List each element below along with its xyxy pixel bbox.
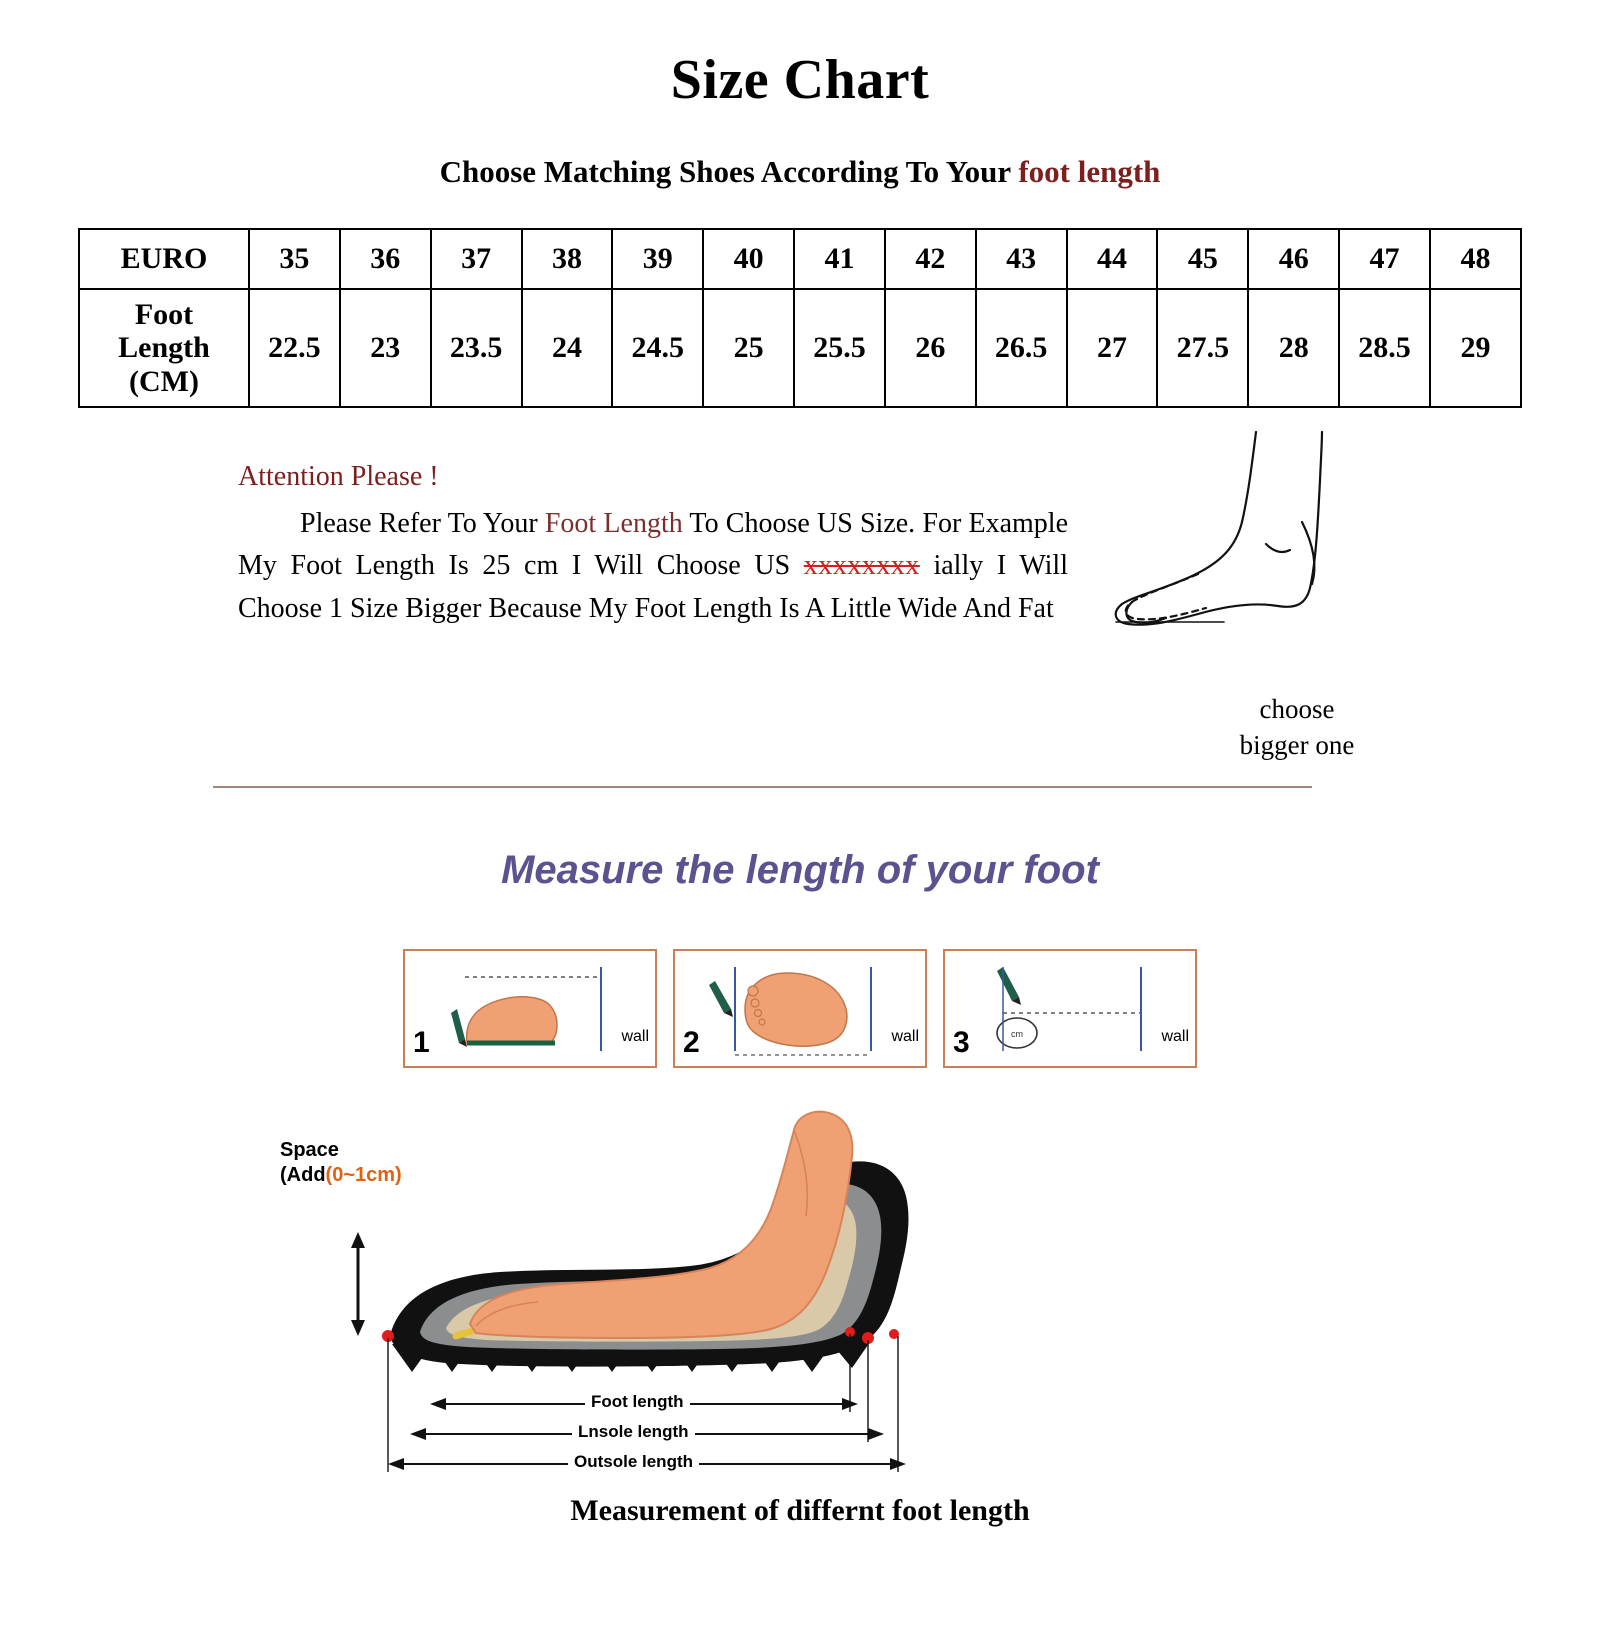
euro-cell: 44 — [1067, 229, 1158, 289]
euro-cell: 47 — [1339, 229, 1430, 289]
euro-cell: 35 — [249, 229, 340, 289]
foot-label-line3: (CM) — [129, 364, 199, 398]
step-1-illustration — [405, 951, 655, 1066]
step-number: 2 — [683, 1026, 700, 1059]
space-label-line1: Space — [280, 1139, 339, 1161]
measure-heading: Measure the length of your foot — [501, 848, 1099, 892]
dimension-outsole-length: Outsole length — [568, 1452, 699, 1472]
attention-body — [238, 503, 1068, 631]
table-row-euro — [79, 229, 1521, 289]
foot-length-cell: 27.5 — [1157, 289, 1248, 407]
foot-length-cell: 24 — [522, 289, 613, 407]
step-number: 1 — [413, 1026, 430, 1059]
measure-step-1 — [403, 949, 657, 1068]
foot-length-cell: 24.5 — [612, 289, 703, 407]
euro-cell: 45 — [1157, 229, 1248, 289]
euro-cell: 41 — [794, 229, 885, 289]
euro-cell: 42 — [885, 229, 976, 289]
foot-length-cell: 25.5 — [794, 289, 885, 407]
wall-label: wall — [621, 1028, 649, 1045]
choose-bigger-line1: choose — [1259, 694, 1335, 724]
wall-label: wall — [1161, 1028, 1189, 1045]
diagram-caption: Measurement of differnt foot length — [570, 1494, 1030, 1527]
attention-highlight-foot-length: Foot Length — [544, 507, 683, 539]
foot-length-cell: 23 — [340, 289, 431, 407]
space-add-value: (0~1cm) — [325, 1164, 402, 1186]
svg-text:cm: cm — [1011, 1029, 1023, 1039]
foot-length-cell: 25 — [703, 289, 794, 407]
attention-part3: ially I Will Choose 1 Size Bigger Because My Foot Length Is A Little Wide And Fat — [238, 550, 1068, 624]
foot-length-cell: 28 — [1248, 289, 1339, 407]
space-add-prefix: (Add — [280, 1164, 326, 1186]
foot-length-cell: 27 — [1067, 289, 1158, 407]
attention-part1: Please Refer To Your — [300, 507, 545, 539]
euro-cell: 48 — [1430, 229, 1521, 289]
choose-bigger-note — [1167, 692, 1427, 763]
subtitle-prefix: Choose Matching Shoes According To Your — [439, 154, 1019, 189]
foot-length-cell: 28.5 — [1339, 289, 1430, 407]
euro-cell: 40 — [703, 229, 794, 289]
step-3-illustration — [945, 951, 1195, 1066]
page-title: Size Chart — [670, 49, 930, 111]
space-label — [280, 1138, 402, 1188]
shoe-foot-cross-section — [270, 1086, 1330, 1486]
foot-measurement-diagram — [270, 1086, 1330, 1486]
euro-cell: 36 — [340, 229, 431, 289]
subtitle-accent: foot length — [1018, 154, 1161, 189]
row-header-foot-length — [79, 289, 249, 407]
attention-part2: To Choose US Size. For Example My Foot Length Is 25 cm I Will Choose US — [238, 507, 1068, 582]
size-table — [78, 228, 1522, 408]
foot-length-cell: 29 — [1430, 289, 1521, 407]
foot-length-cell: 26.5 — [976, 289, 1067, 407]
dimension-foot-length: Foot length — [585, 1392, 690, 1412]
size-table-container — [78, 228, 1522, 408]
measure-steps — [0, 949, 1600, 1068]
section-divider — [213, 786, 1312, 788]
euro-cell: 37 — [431, 229, 522, 289]
page-subtitle — [0, 154, 1600, 190]
attention-strikethrough: xxxxxxxx — [803, 550, 920, 582]
euro-cell: 39 — [612, 229, 703, 289]
foot-label-line1: Foot — [134, 297, 194, 331]
step-number: 3 — [953, 1026, 970, 1059]
attention-text-block — [238, 434, 1068, 630]
row-header-euro: EURO — [79, 229, 249, 289]
choose-bigger-line2: bigger one — [1239, 729, 1355, 760]
dimension-insole-length: Lnsole length — [572, 1422, 695, 1442]
foot-length-cell: 22.5 — [249, 289, 340, 407]
measure-step-3 — [943, 949, 1197, 1068]
wall-label: wall — [891, 1028, 919, 1045]
foot-length-cell: 23.5 — [431, 289, 522, 407]
step-2-illustration — [675, 951, 925, 1066]
foot-outline-illustration — [1106, 424, 1436, 684]
attention-section — [78, 434, 1522, 794]
euro-cell: 38 — [522, 229, 613, 289]
euro-cell: 43 — [976, 229, 1067, 289]
table-row-foot-length — [79, 289, 1521, 407]
attention-title: Attention Please ! — [238, 461, 439, 492]
foot-label-line2: Length — [118, 331, 210, 365]
space-label-line2 — [280, 1163, 402, 1188]
measure-step-2 — [673, 949, 927, 1068]
euro-cell: 46 — [1248, 229, 1339, 289]
foot-length-cell: 26 — [885, 289, 976, 407]
